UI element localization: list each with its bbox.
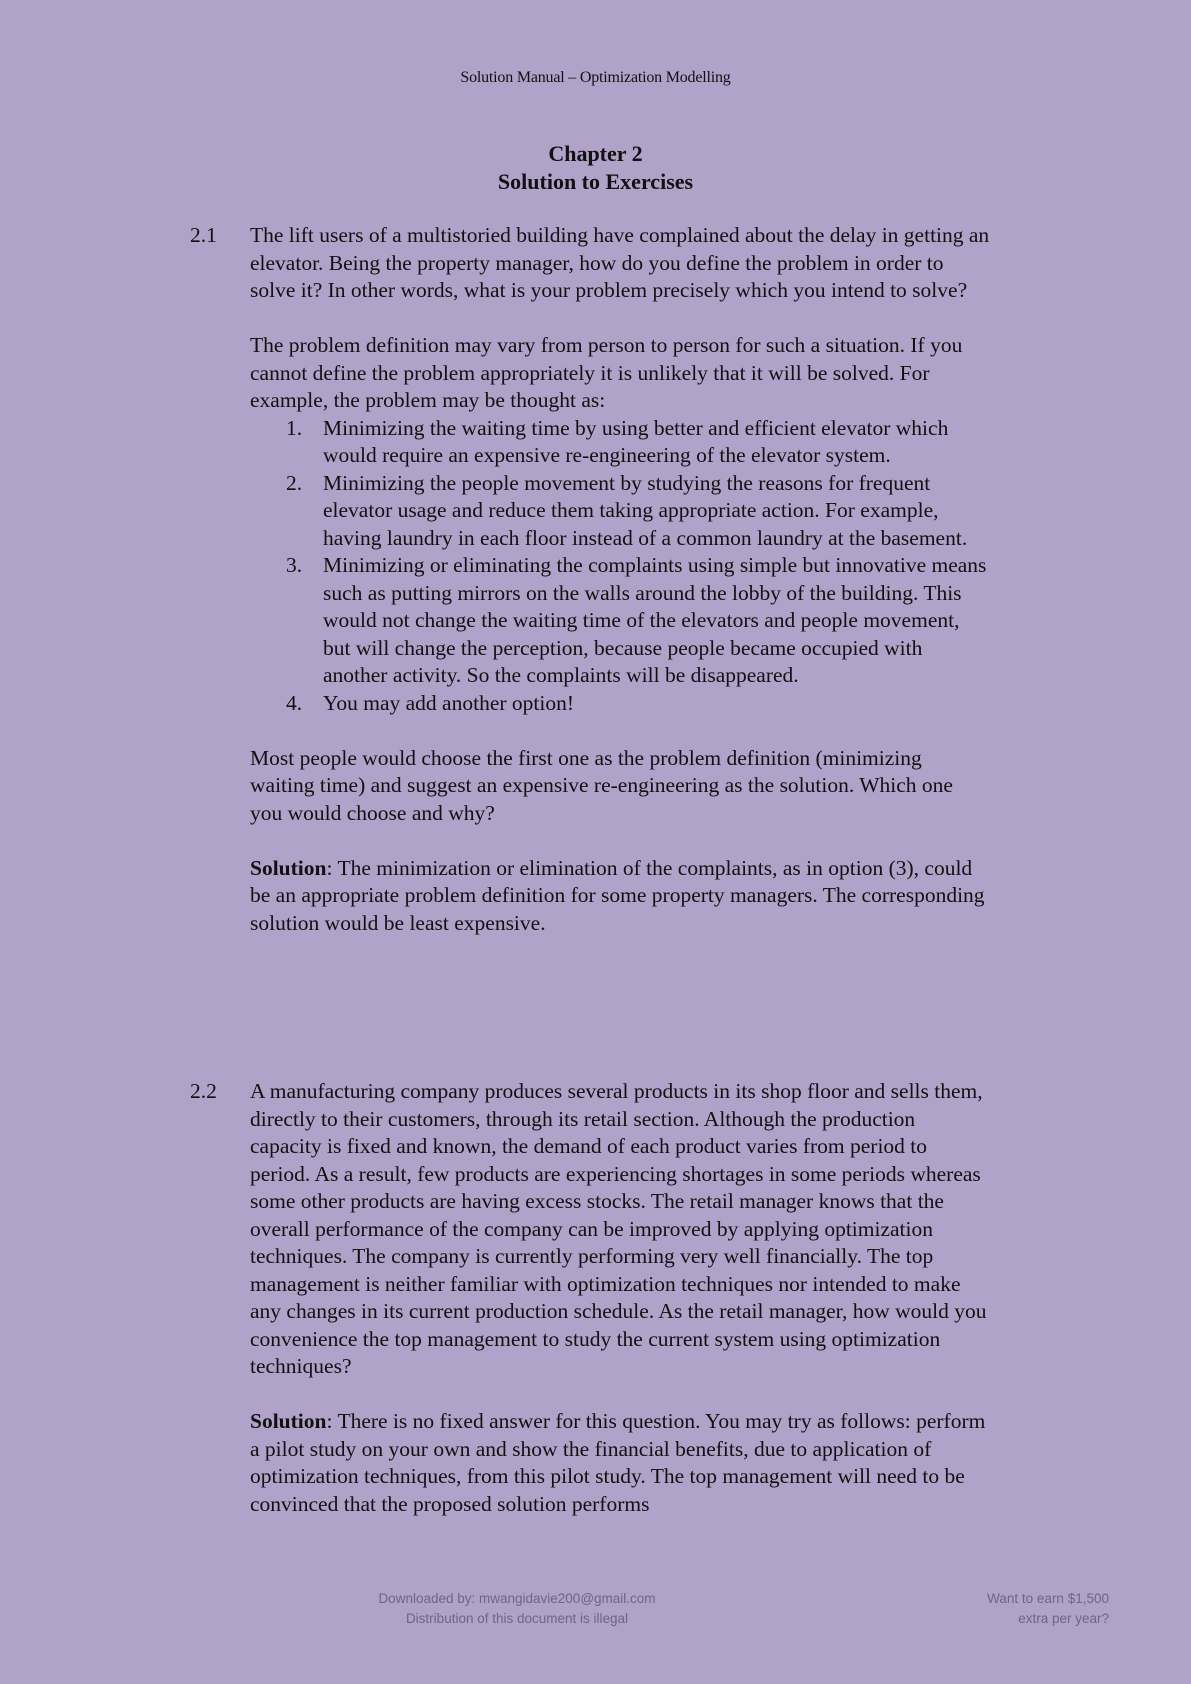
solution-label: Solution [250,855,327,880]
solution-label: Solution [250,1409,327,1433]
distribution-notice: Distribution of this document is illegal [405,1611,629,1626]
running-header: Solution Manual – Optimization Modelling [460,69,731,86]
list-item-text: Minimizing or eliminating the complaints using simple but innovative means such as putting mirrors on the walls around the lobby of the building. This would not change the waiting time of the elevators and people movement, but will change the perception, because people became occupied with another activity. So the complaints will be disappeared. [323,553,987,687]
exercise-body [250,1078,990,1518]
chapter-heading [0,140,1191,196]
exercise-solution [250,1408,990,1518]
list-item [250,552,990,690]
list-item [250,470,990,553]
exercise-intro: The problem definition may vary from person to person for such a situation. If you cannot define the problem appropriately it is unlikely that it will be solved. For example, the problem may be thought as: [250,333,963,412]
exercise-number: 2.2 [190,1079,217,1103]
chapter-title: Chapter 2 [548,141,643,166]
list-item [250,415,990,470]
exercise-question: A manufacturing company produces several products in its shop floor and sells them, directly to their customers, through its retail section. Although the production capacity is fixed and known, the demand of each product varies from period to period. As a result, few products are experiencing shortages in some periods whereas some other products are having excess stocks. The retail manager knows that the overall performance of the company can be improved by applying optimization techniques. The company is currently performing very well financially. The top management is neither familiar with optimization techniques nor intended to make any changes in its current production schedule. As the retail manager, how would you convenience the top management to study the current system using optimization techniques? [250,1079,987,1378]
solution-text: : There is no fixed answer for this question. You may try as follows: perform a pilot study on your own and show the financial benefits, due to application of optimization techniques, from this pilot study. The top management will need to be convinced that the proposed solution performs [250,1409,986,1516]
exercise-solution [250,855,990,938]
list-item-number: 2. [286,470,303,495]
list-item-number: 1. [286,415,303,440]
promo-link[interactable] [909,1589,1109,1629]
downloaded-by: Downloaded by: mwangidavie200@gmail.com [378,1591,656,1606]
promo-line[interactable]: Want to earn $1,500 [987,1591,1109,1606]
list-item-text: Minimizing the waiting time by using better and efficient elevator which would require an expensive re-engineering of the elevator system. [323,415,949,467]
list-item-number: 4. [286,690,303,715]
chapter-subtitle: Solution to Exercises [497,169,694,194]
list-item-text: Minimizing the people movement by studying the reasons for frequent elevator usage and reduce them taking appropriate action. For example, having laundry in each floor instead of a common laundry at the basement. [323,470,968,550]
exercise-question: The lift users of a multistoried building have complained about the delay in getting an elevator. Being the property manager, how do you define the problem in order to solve it? In other words, what is your problem precisely which you intend to solve? [250,223,990,302]
list-item-text: You may add another option! [323,690,575,715]
list-item [250,690,990,718]
list-item-number: 3. [286,553,303,577]
solution-text: : The minimization or elimination of the complaints, as in option (3), could be an appropriate problem definition for some property managers. The corresponding solution would be least expensive. [250,855,985,935]
exercise-body [250,222,990,937]
exercise-number: 2.1 [190,223,217,247]
download-notice [300,1589,734,1629]
exercise-discussion: Most people would choose the first one as the problem definition (minimizing waiting time) and suggest an expensive re-engineering as the solution. Which one you would choose and why? [250,745,953,825]
promo-line[interactable]: extra per year? [1018,1611,1109,1626]
option-list [250,415,990,718]
